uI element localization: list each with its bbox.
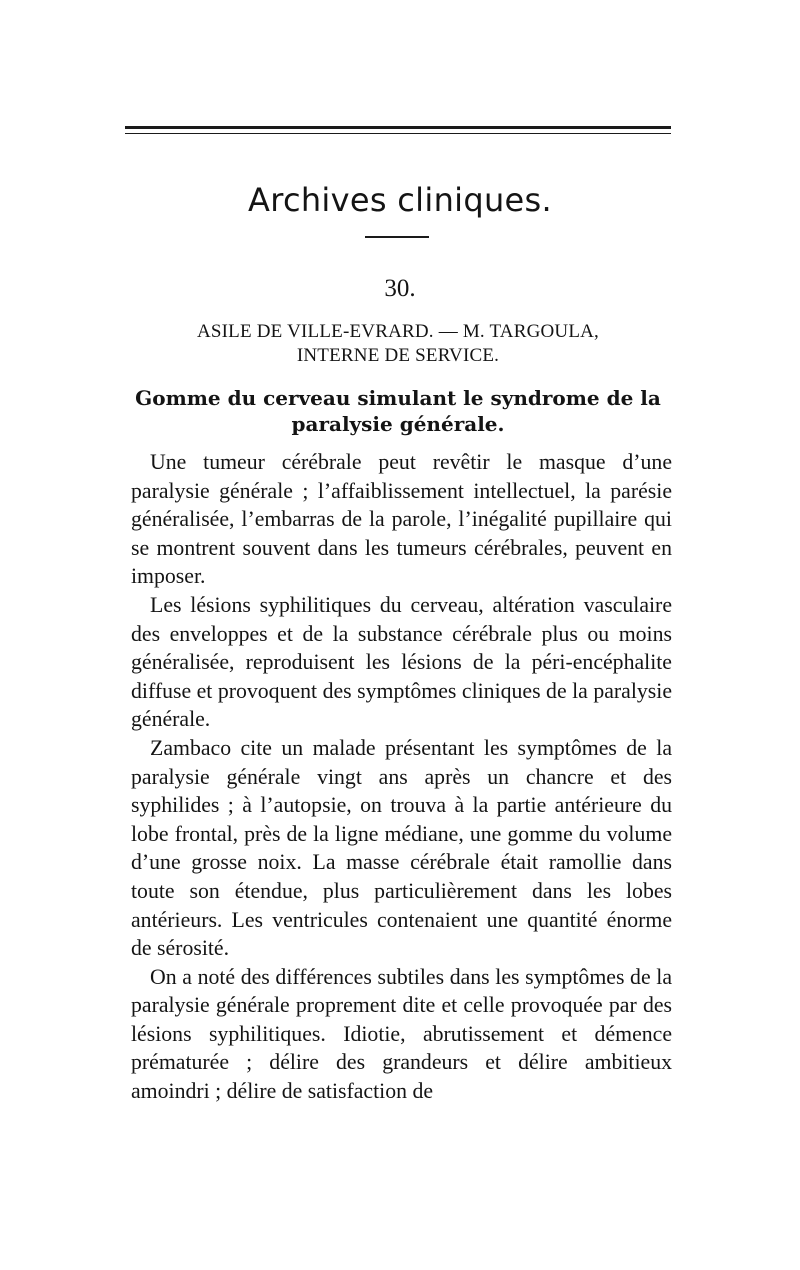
section-title: Archives cliniques. <box>248 181 552 219</box>
top-rule-thin <box>125 133 671 134</box>
article-header-line-2: INTERNE DE SERVICE. <box>296 345 500 366</box>
article-header-line-1: ASILE DE VILLE-EVRARD. — M. TARGOULA, <box>196 321 600 342</box>
body-paragraph: Une tumeur cérébrale peut revêtir le masque d’une paralysie générale ; l’affaiblissement intellectuel, la parésie généralisée, l’embarras de la parole, l’inégalité pupillaire qui se montrent souvent dans les tumeurs cérébrales, peuvent en imposer. <box>131 450 672 589</box>
article-header <box>125 320 671 368</box>
article-body <box>131 448 672 1106</box>
body-paragraph: On a noté des différences subtiles dans les symptômes de la paralysie générale proprement dite et celle provoquée par des lésions syphilitiques. Idiotie, abrutissement et démence prématurée ; délire des grandeurs et délire ambitieux amoindri ; délire de satisfaction de <box>131 964 672 1104</box>
article-subtitle-line-1: Gomme du cerveau simulant le syndrome de la <box>135 386 661 410</box>
article-number: 30. <box>384 275 416 302</box>
top-rule-thick <box>125 126 671 129</box>
body-paragraph: Les lésions syphilitiques du cerveau, altération vasculaire des enveloppes et de la substance cérébrale plus ou moins généralisée, reproduisent les lésions de la péri-encéphalite diffuse et provoquent des symptômes cliniques de la paralysie générale. <box>131 592 672 732</box>
title-divider <box>365 236 429 238</box>
body-paragraph: Zambaco cite un malade présentant les symptômes de la paralysie générale vingt ans après un chancre et des syphilides ; à l’autopsie, on trouva à la partie antérieure du lobe frontal, près de la ligne médiane, une gomme du volume d’une grosse noix. La masse cérébrale était ramollie dans toute son étendue, plus particulièrement dans les lobes antérieurs. Les ventricules contenaient une quantité énorme de sérosité. <box>131 735 672 961</box>
article-subtitle-line-2: paralysie générale. <box>291 412 505 436</box>
article-subtitle <box>125 385 671 437</box>
